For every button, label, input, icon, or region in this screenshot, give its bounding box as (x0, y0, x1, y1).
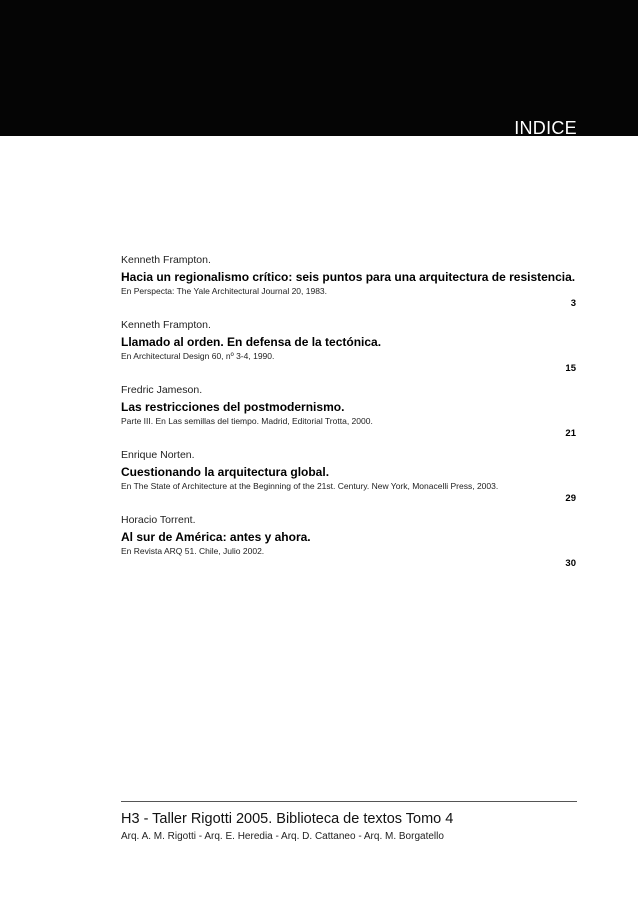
entry-source: Parte III. En Las semillas del tiempo. Madrid, Editorial Trotta, 2000. (121, 416, 373, 426)
toc-entry[interactable] (121, 384, 576, 449)
entry-source: En Perspecta: The Yale Architectural Journal 20, 1983. (121, 286, 328, 296)
entry-title: Llamado al orden. En defensa de la tectónica. (121, 335, 382, 349)
toc-entry[interactable] (121, 319, 576, 384)
toc-entry[interactable] (121, 514, 576, 579)
toc-entry[interactable] (121, 449, 576, 514)
entry-source: En The State of Architecture at the Beginning of the 21st. Century. New York, Monacelli Press, 2003. (121, 481, 499, 491)
footer (121, 801, 577, 843)
entry-author: Kenneth Frampton. (121, 254, 211, 266)
entry-page-number: 29 (565, 493, 576, 504)
entry-author: Kenneth Frampton. (121, 319, 211, 331)
footer-divider (121, 801, 577, 802)
entry-page-number: 3 (570, 298, 576, 309)
footer-authors: Arq. A. M. Rigotti - Arq. E. Heredia - Arq. D. Cattaneo - Arq. M. Borgatello (121, 831, 444, 842)
entry-author: Enrique Norten. (121, 449, 195, 461)
entry-title: Al sur de América: antes y ahora. (121, 530, 311, 544)
entry-page-number: 15 (565, 363, 576, 374)
entry-title: Las restricciones del postmodernismo. (121, 400, 345, 414)
page-title: INDICE (514, 118, 577, 138)
header-band (0, 0, 638, 136)
entry-page-number: 30 (565, 558, 576, 569)
entry-page-number: 21 (565, 428, 576, 439)
toc-entry[interactable] (121, 254, 576, 319)
entry-author: Fredric Jameson. (121, 384, 203, 396)
entry-title: Cuestionando la arquitectura global. (121, 465, 330, 479)
footer-title: H3 - Taller Rigotti 2005. Biblioteca de textos Tomo 4 (121, 811, 454, 827)
entry-author: Horacio Torrent. (121, 514, 196, 526)
entry-title: Hacia un regionalismo crítico: seis puntos para una arquitectura de resistencia. (121, 270, 576, 284)
table-of-contents (121, 254, 576, 579)
entry-source: En Architectural Design 60, nº 3-4, 1990. (121, 351, 275, 361)
entry-source: En Revista ARQ 51. Chile, Julio 2002. (121, 546, 265, 556)
